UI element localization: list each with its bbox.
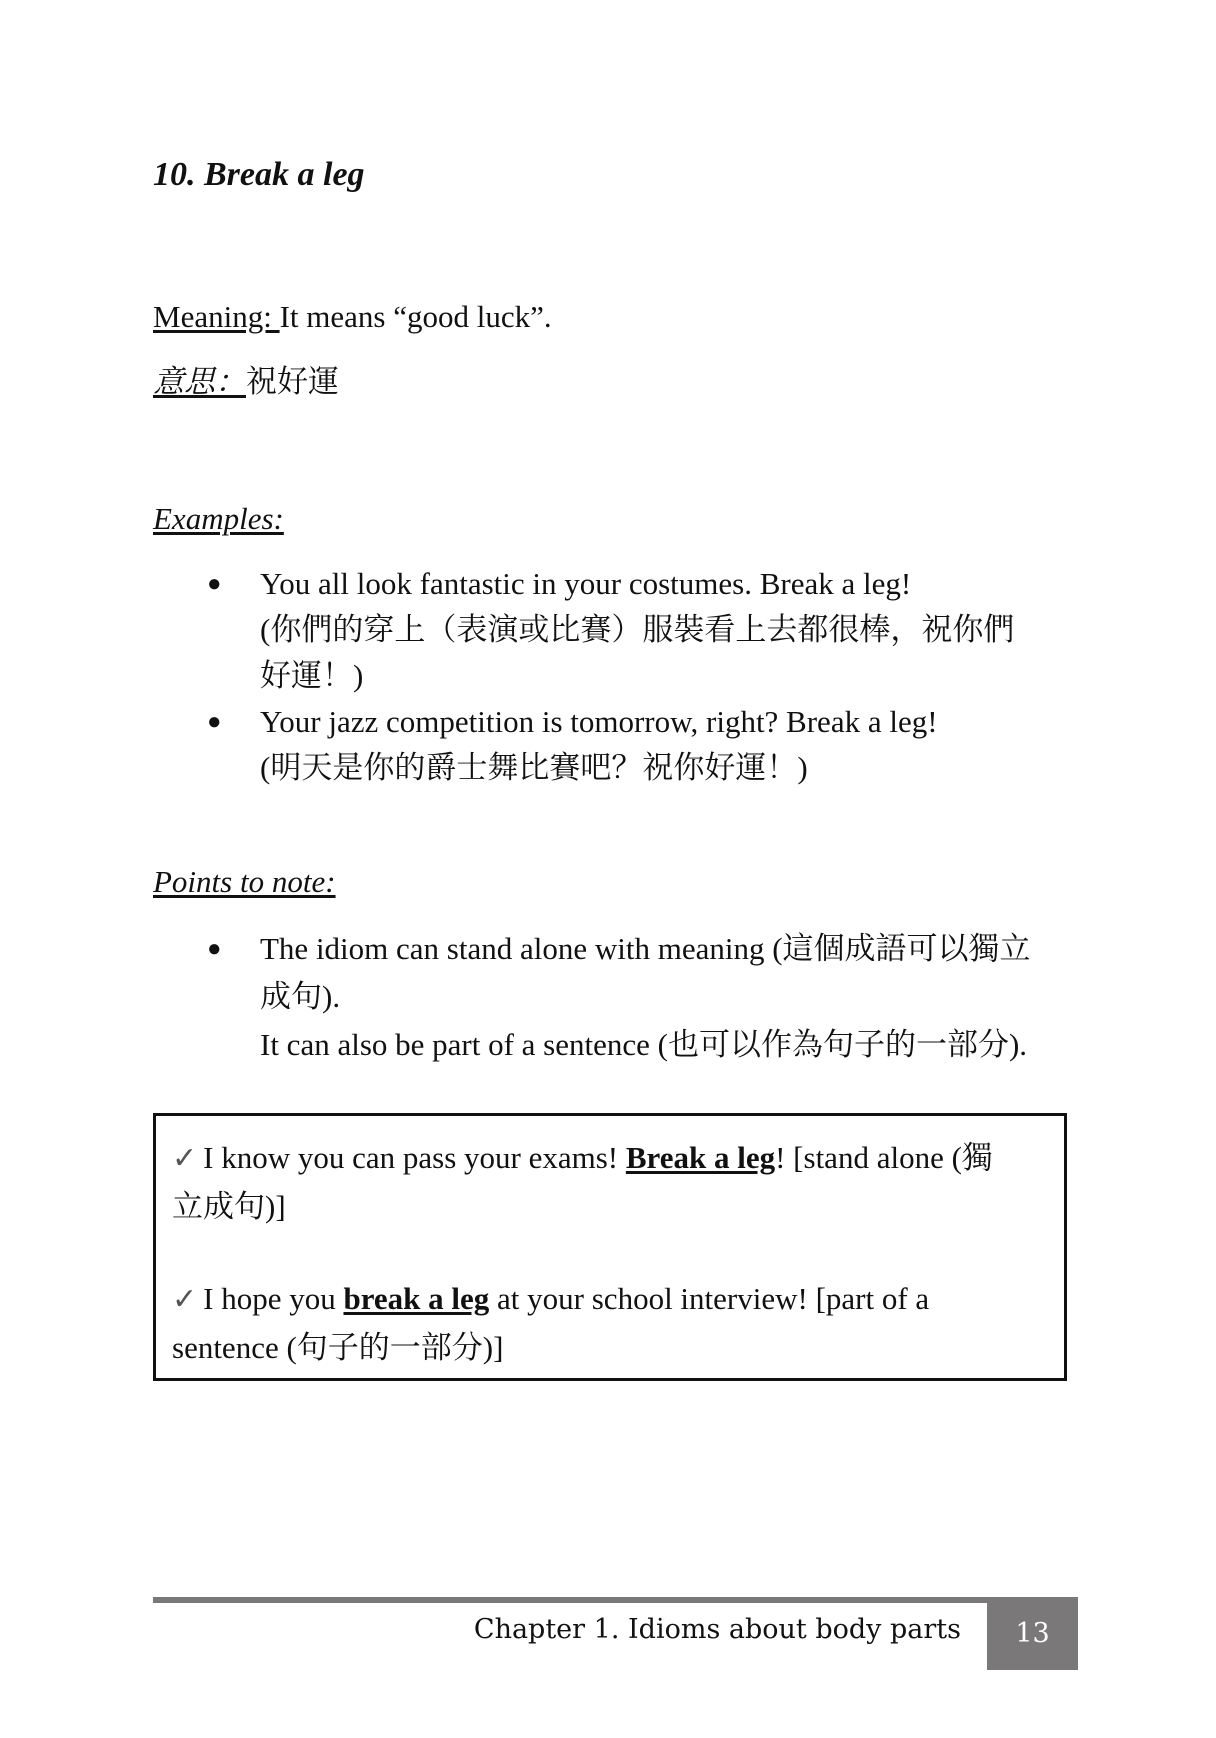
point-line-1: The idiom can stand alone with meaning (這個成語可以獨立: [260, 931, 1031, 966]
example-english: Your jazz competition is tomorrow, right? Break a leg!: [260, 704, 938, 739]
meaning-label: Meaning:: [153, 299, 280, 334]
example-chinese-cont: 好運！): [260, 658, 364, 693]
points-list: [153, 925, 1073, 1069]
list-item: [153, 699, 1073, 791]
meaning-text: It means “good luck”.: [279, 299, 552, 334]
list-item: [153, 925, 1073, 1069]
usage-example-standalone: [172, 1134, 1050, 1231]
examples-heading: Examples:: [153, 501, 284, 536]
usage-example-part-of-sentence: [172, 1275, 1050, 1372]
example-chinese: (明天是你的爵士舞比賽吧？祝你好運！): [260, 750, 808, 785]
point-line-2: 成句).: [260, 979, 341, 1014]
usage-text: I know you can pass your exams!: [203, 1140, 626, 1175]
meaning-zh-text: 祝好運: [246, 364, 339, 399]
examples-list: [153, 561, 1073, 791]
bullet-icon: ●: [207, 936, 222, 962]
usage-text: I hope you: [203, 1281, 344, 1316]
meaning-zh-label: 意思：: [153, 364, 246, 399]
points-heading: Points to note:: [153, 864, 336, 899]
page-number: 13: [987, 1597, 1078, 1670]
usage-text: 立成句)]: [172, 1189, 286, 1224]
check-icon: ✓: [172, 1282, 198, 1317]
example-chinese: (你們的穿上（表演或比賽）服裝看上去都很棒，祝你們: [260, 612, 1015, 647]
idiom-highlight: Break a leg: [625, 1140, 776, 1175]
usage-text: sentence (句子的一部分)]: [172, 1330, 504, 1365]
usage-text: ! [stand alone (獨: [775, 1140, 993, 1175]
bullet-icon: ●: [207, 709, 222, 735]
point-line-3: It can also be part of a sentence (也可以作為句子的一部分).: [260, 1027, 1028, 1062]
example-english: You all look fantastic in your costumes. Break a leg!: [260, 566, 912, 601]
meaning-line: [153, 297, 552, 337]
check-icon: ✓: [172, 1141, 198, 1176]
usage-box: [153, 1113, 1067, 1381]
footer-rule: [153, 1597, 987, 1603]
usage-text: at your school interview! [part of a: [489, 1281, 930, 1316]
list-item: [153, 561, 1073, 699]
section-title: 10. Break a leg: [153, 156, 365, 193]
footer-chapter-title: Chapter 1. Idioms about body parts: [473, 1614, 961, 1645]
bullet-icon: ●: [207, 571, 222, 597]
meaning-zh-line: [153, 362, 339, 402]
idiom-highlight: break a leg: [343, 1281, 490, 1316]
